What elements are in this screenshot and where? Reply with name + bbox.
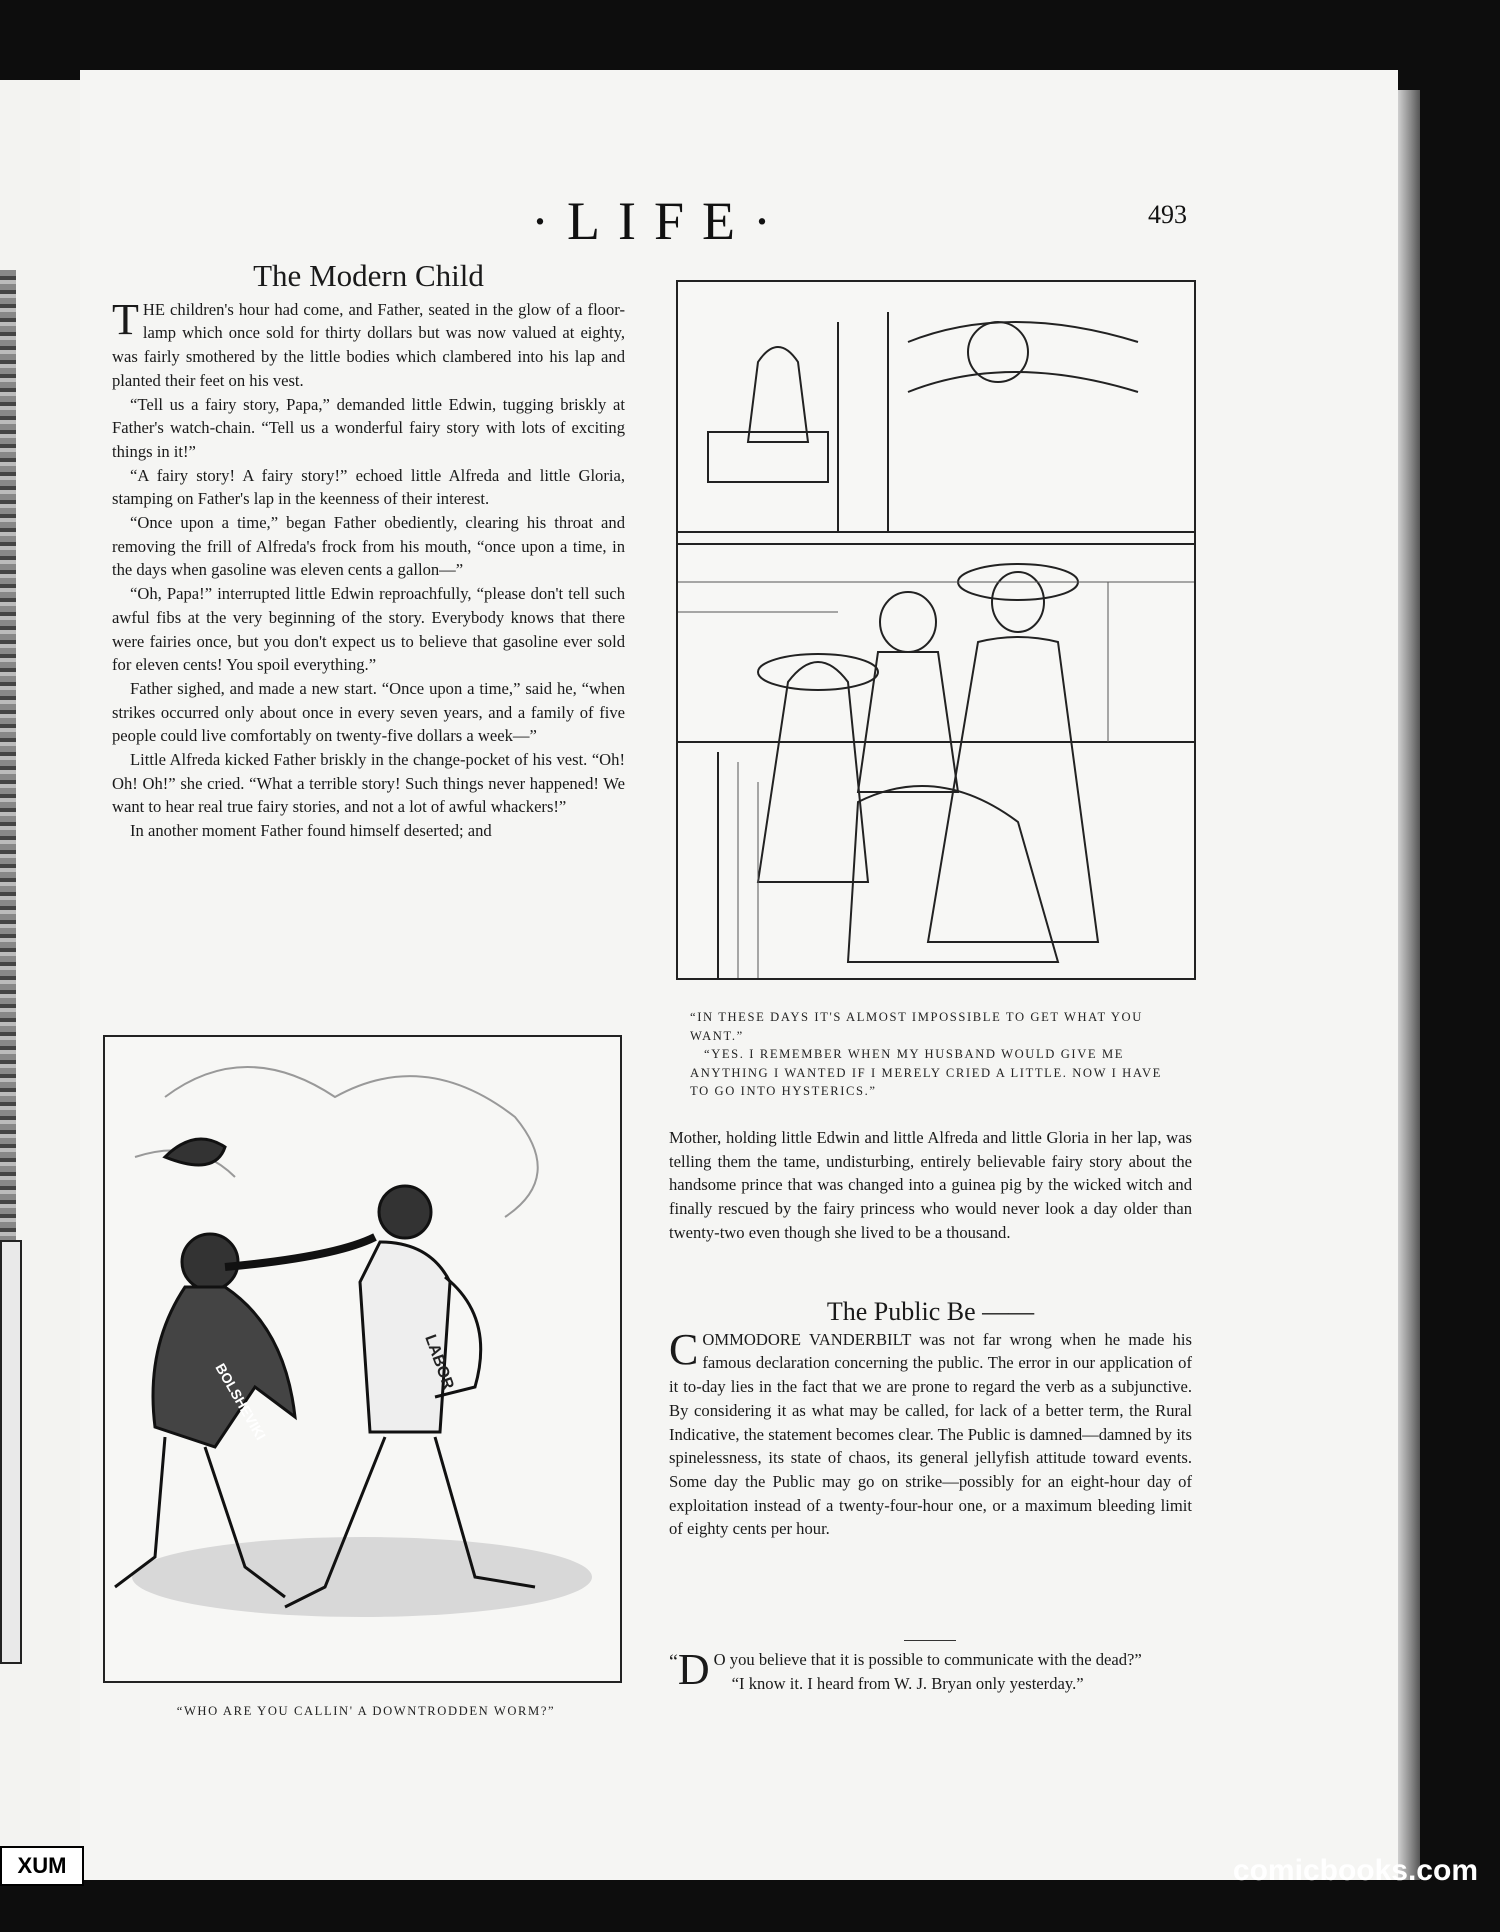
paragraph: THE children's hour had come, and Father, seated in the glow of a floor-lamp which once sold for thirty dollars but was now valued at eighty, was fairly smothered by the little bodies which clambered into his lap and planted their feet on his vest. (112, 294, 625, 390)
watermark: comicbooks.com (1232, 1854, 1478, 1887)
paragraph: Father sighed, and made a new start. “Once upon a time,” said he, “when strikes occurred only about once in every seven years, and a family of five people could live comfortably on twenty-five dollars a week—” (112, 678, 625, 746)
joke (669, 1645, 1192, 1695)
dropcap: D (677, 1645, 710, 1694)
paragraph: “Tell us a fairy story, Papa,” demanded little Edwin, tugging briskly at Father's watch-chain. “Tell us a wonderful fairy story with lots of exciting things in it!” (112, 394, 625, 461)
paragraph: In another moment Father found himself deserted; and (130, 821, 492, 841)
caption-line: “IN THESE DAYS IT'S ALMOST IMPOSSIBLE TO GET WHAT YOU WANT.” (690, 1010, 1143, 1043)
dropcap: T (112, 294, 139, 344)
paragraph: “Oh, Papa!” interrupted little Edwin reproachfully, “please don't tell such awful fibs at the very beginning of the story. Everybody knows that there were fairies once, but you don't expect us to believe that gasoline ever sold for eleven cents! You spoil everything.” (112, 584, 625, 675)
dropcap: C (669, 1324, 699, 1374)
modern-child-article (112, 258, 625, 843)
caption-line: “YES. I REMEMBER WHEN MY HUSBAND WOULD GIVE ME ANYTHING I WANTED IF I MERELY CRIED A LITTLE. NOW I HAVE TO GO INTO HYSTERICS.” (690, 1047, 1162, 1098)
cartoon-drawing (678, 282, 1194, 978)
joke-question: “ D O you believe that it is possible to communicate with the dead?” (669, 1645, 1142, 1694)
paragraph: COMMODORE VANDERBILT was not far wrong when he made his famous declaration concerning the public. The error in our application of it to-day lies in the fact that we are prone to regard the verb as a subjunctive. By considering it as what may be called, for lack of a better term, the Rural Indicative, the statement becomes clear. The Public is damned—damned by its spinelessness, its state of chaos, its general jellyfish attitude toward events. Some day the Public may go on strike—possibly for an eight-hour day of exploitation instead of a twenty-four-hour one, or a maximum bleeding limit of eighty cents per hour. (669, 1324, 1192, 1539)
paragraph: “Once upon a time,” began Father obediently, clearing his throat and removing the frill of Alfreda's frock from his mouth, “once upon a time, in the days when gasoline was eleven cents a gallon—” (112, 513, 625, 580)
public-be-title: The Public Be —— (826, 1297, 1035, 1326)
joke-answer: “I know it. I heard from W. J. Bryan only yesterday.” (731, 1673, 1084, 1693)
cartoon-shop-scene (676, 280, 1196, 980)
paragraph: “A fairy story! A fairy story!” echoed little Alfreda and little Gloria, stamping on Father's lap in the keenness of their interest. (112, 465, 625, 509)
modern-child-continuation: Mother, holding little Edwin and little Alfreda and little Gloria in her lap, was telling them the tame, undisturbing, entirely believable fairy story about the handsome prince that was changed into a guinea pig by the wicked witch and finally rescued by the fairy princess who would never look a day older than twenty-two even though she lived to be a thousand. (669, 1128, 1192, 1242)
labor-label: LABOR (421, 1332, 457, 1392)
masthead-title: ·LIFE· (531, 191, 789, 251)
public-be-article (669, 1297, 1192, 1541)
section-divider (904, 1640, 956, 1641)
cartoon-drawing (105, 1037, 620, 1681)
paragraph: Little Alfreda kicked Father briskly in the change-pocket of his vest. “Oh! Oh! Oh!” she cried. “What a terrible story! Such things never happened! We want to hear real true fairy stories, and not a lot of awful whackers!” (112, 750, 625, 817)
facing-page-illustration-strip (0, 270, 16, 1270)
facing-page-frame (0, 1240, 22, 1664)
cartoon-labor-punch (103, 1035, 622, 1683)
bolsheviki-label: BOLSHEVIKI (212, 1360, 270, 1443)
page-stack-edge (1398, 90, 1420, 1880)
cartoon-shop-caption (690, 1008, 1178, 1101)
corner-label: XUM (0, 1846, 84, 1886)
cartoon-labor-caption: “WHO ARE YOU CALLIN' A DOWNTRODDEN WORM?” (176, 1704, 556, 1718)
page-number: 493 (1148, 200, 1187, 229)
modern-child-title: The Modern Child (253, 258, 484, 293)
